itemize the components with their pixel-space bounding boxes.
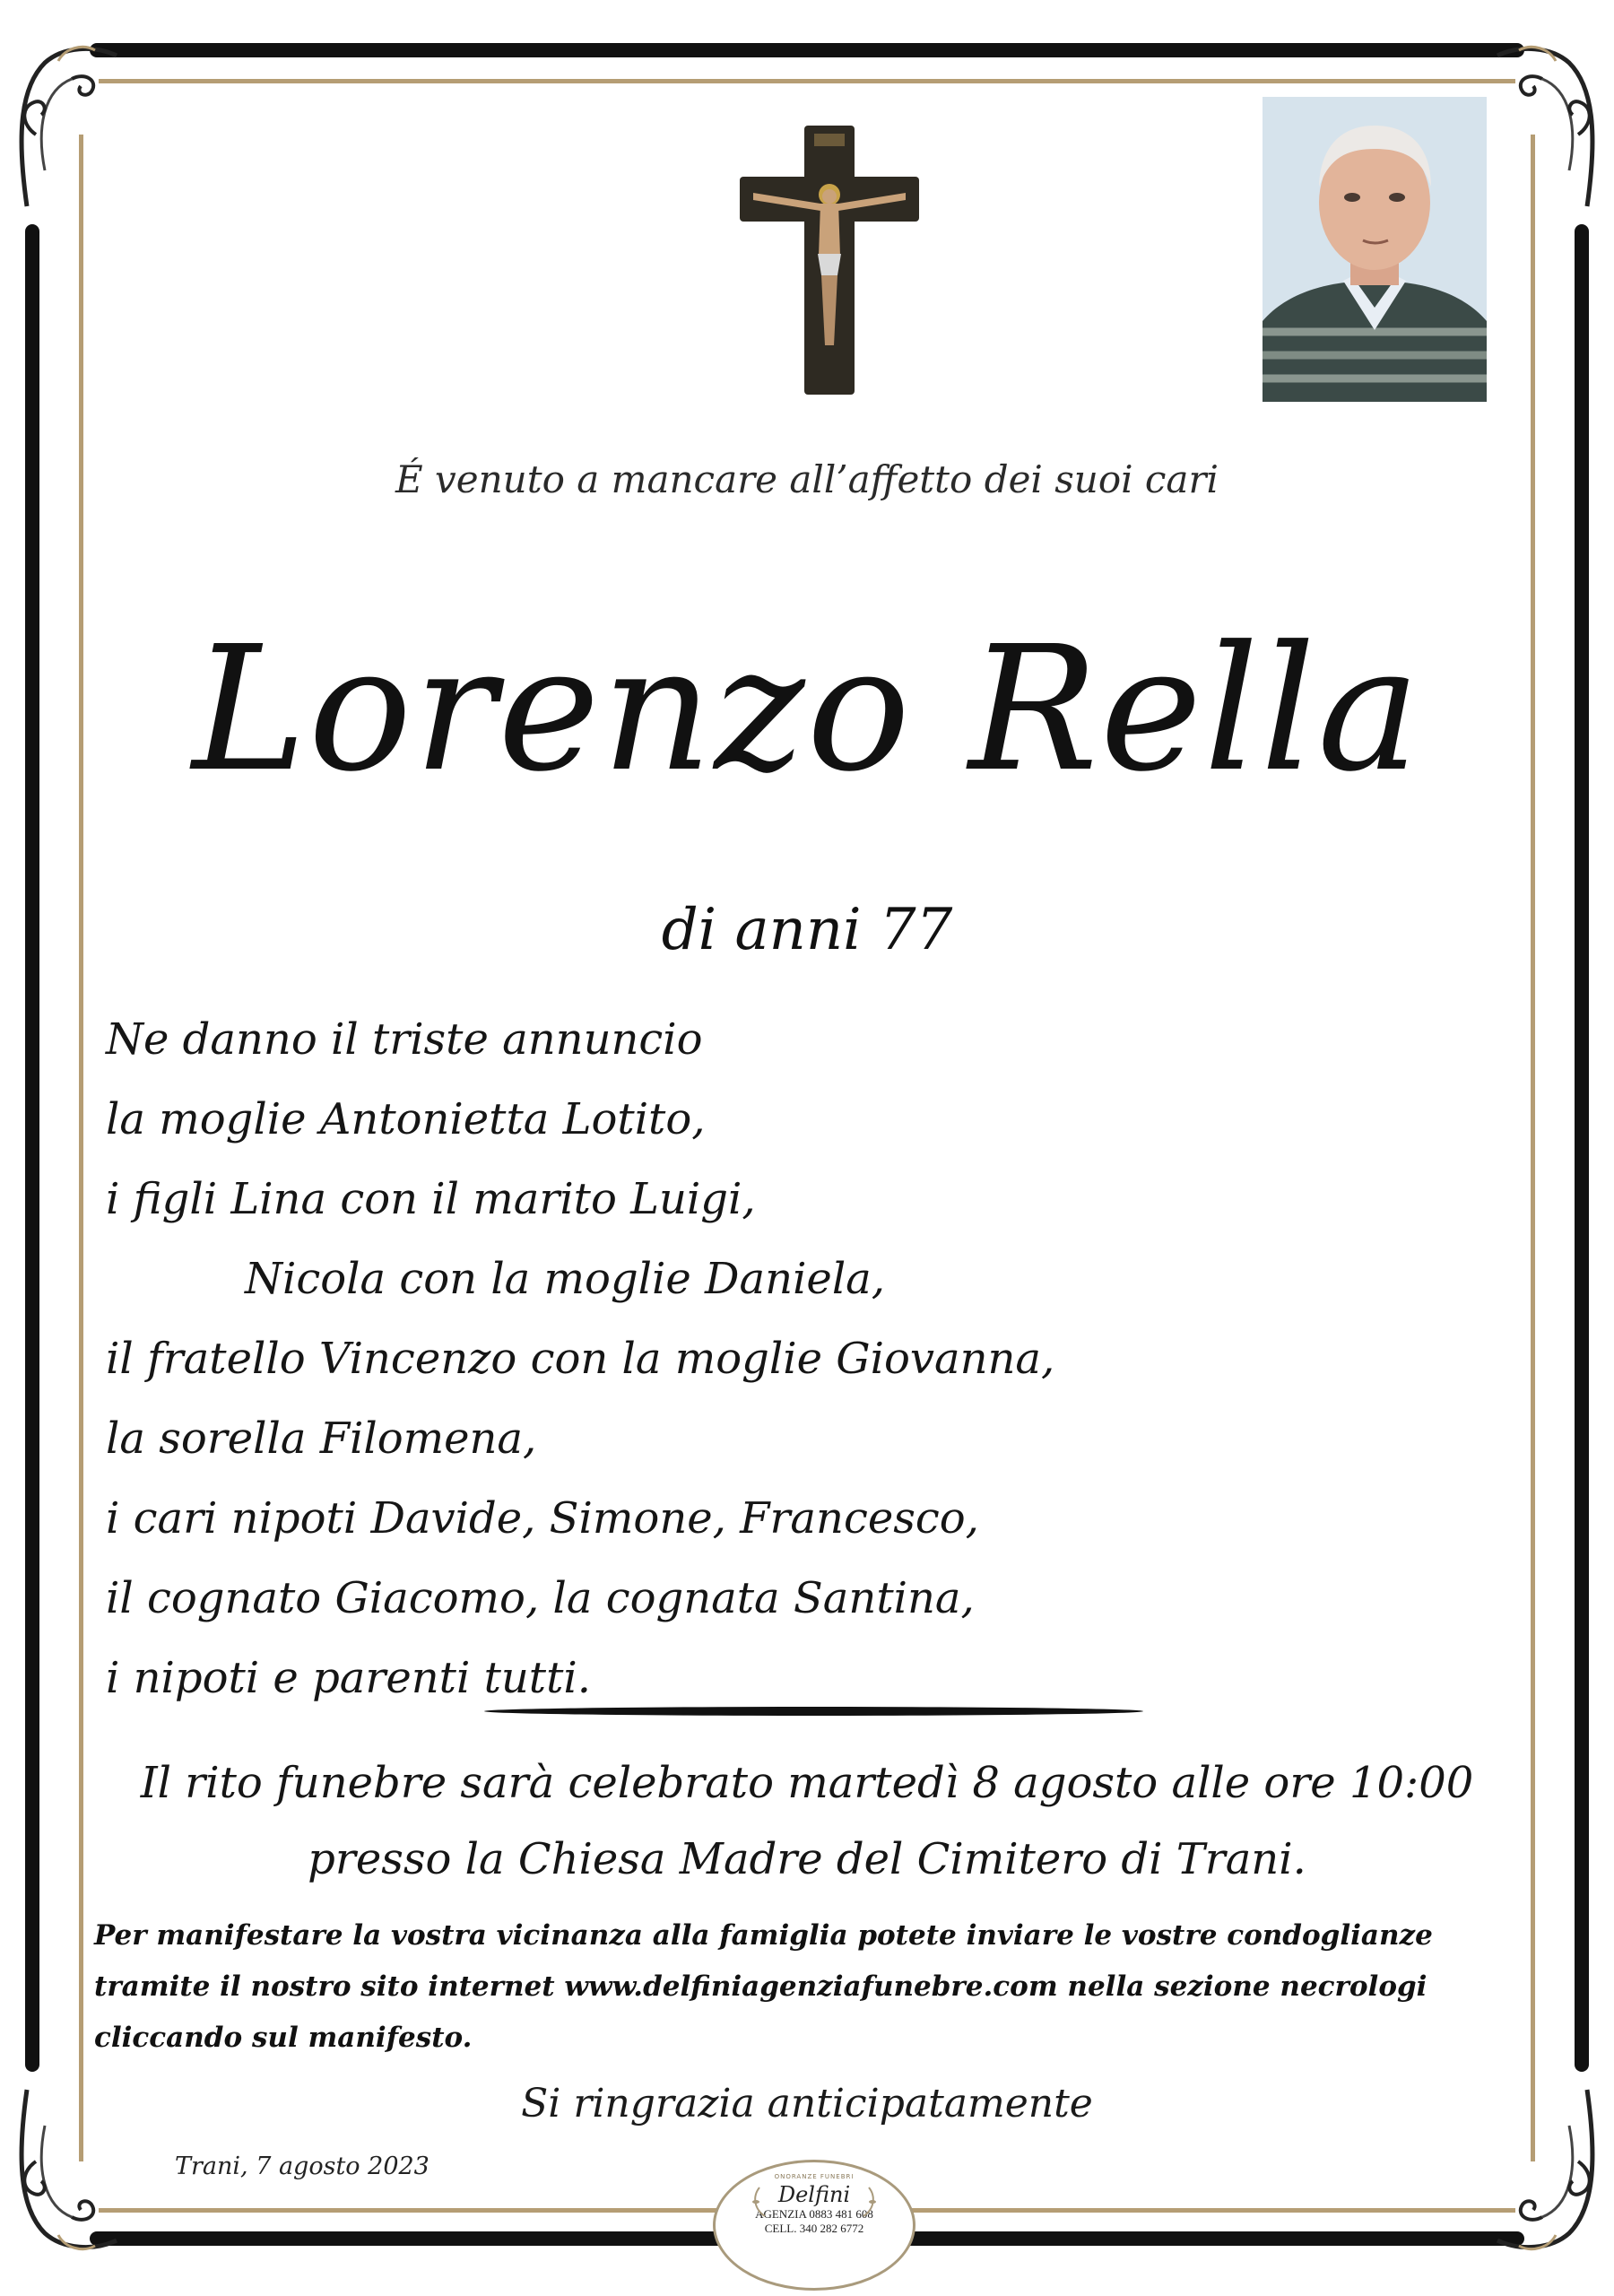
deceased-age: di anni 77 <box>661 897 953 963</box>
family-line: i nipoti e parenti tutti. <box>106 1653 591 1703</box>
corner-ornament-icon <box>9 36 134 215</box>
intro-text: É venuto a mancare all’affetto dei suoi cari <box>395 457 1219 501</box>
frame-top-bar <box>90 43 1524 57</box>
crucifix-icon <box>735 121 924 399</box>
frame-top-gold-line <box>99 79 1515 83</box>
family-line: i figli Lina con il marito Luigi, <box>106 1174 756 1224</box>
logo-brand: Delfini <box>777 2182 851 2207</box>
agency-phone: AGENZIA 0883 481 608 <box>755 2207 873 2221</box>
corner-ornament-icon <box>1480 36 1605 215</box>
note-line: cliccando sul manifesto. <box>94 2022 473 2054</box>
note-line: Per manifestare la vostra vicinanza alla famiglia potete inviare le vostre condoglianze <box>94 1919 1433 1952</box>
funeral-rite-line-1: Il rito funebre sarà celebrato martedì 8 agosto alle ore 10:00 <box>140 1758 1474 1808</box>
deceased-name: Lorenzo Rella <box>192 610 1422 810</box>
section-divider <box>484 1707 1143 1716</box>
agency-logo <box>713 2160 915 2291</box>
family-announcement <box>106 1000 1054 1718</box>
family-line: la sorella Filomena, <box>106 1413 537 1464</box>
note-line: tramite il nostro sito internet www.delfiniagenziafunebre.com nella sezione necrologi <box>94 1970 1427 2003</box>
condolences-note <box>94 1910 1529 2064</box>
laurel-icon <box>747 2184 881 2220</box>
funeral-rite-line-2: presso la Chiesa Madre del Cimitero di Trani. <box>308 1834 1306 1884</box>
family-line: Nicola con la moglie Daniela, <box>245 1254 886 1304</box>
thanks-text: Si ringrazia anticipatamente <box>521 2081 1093 2126</box>
family-line: Ne danno il triste annuncio <box>106 1014 703 1065</box>
family-line: il cognato Giacomo, la cognata Santina, <box>106 1573 975 1623</box>
family-line: i cari nipoti Davide, Simone, Francesco, <box>106 1493 979 1544</box>
place-date: Trani, 7 agosto 2023 <box>175 2152 430 2180</box>
family-line: il fratello Vincenzo con la moglie Giovanna, <box>106 1334 1055 1384</box>
portrait-photo <box>1263 97 1487 402</box>
logo-small-text: ONORANZE FUNEBRI <box>774 2173 855 2180</box>
cell-phone: CELL. 340 282 6772 <box>764 2222 864 2235</box>
family-line: la moglie Antonietta Lotito, <box>106 1094 706 1144</box>
